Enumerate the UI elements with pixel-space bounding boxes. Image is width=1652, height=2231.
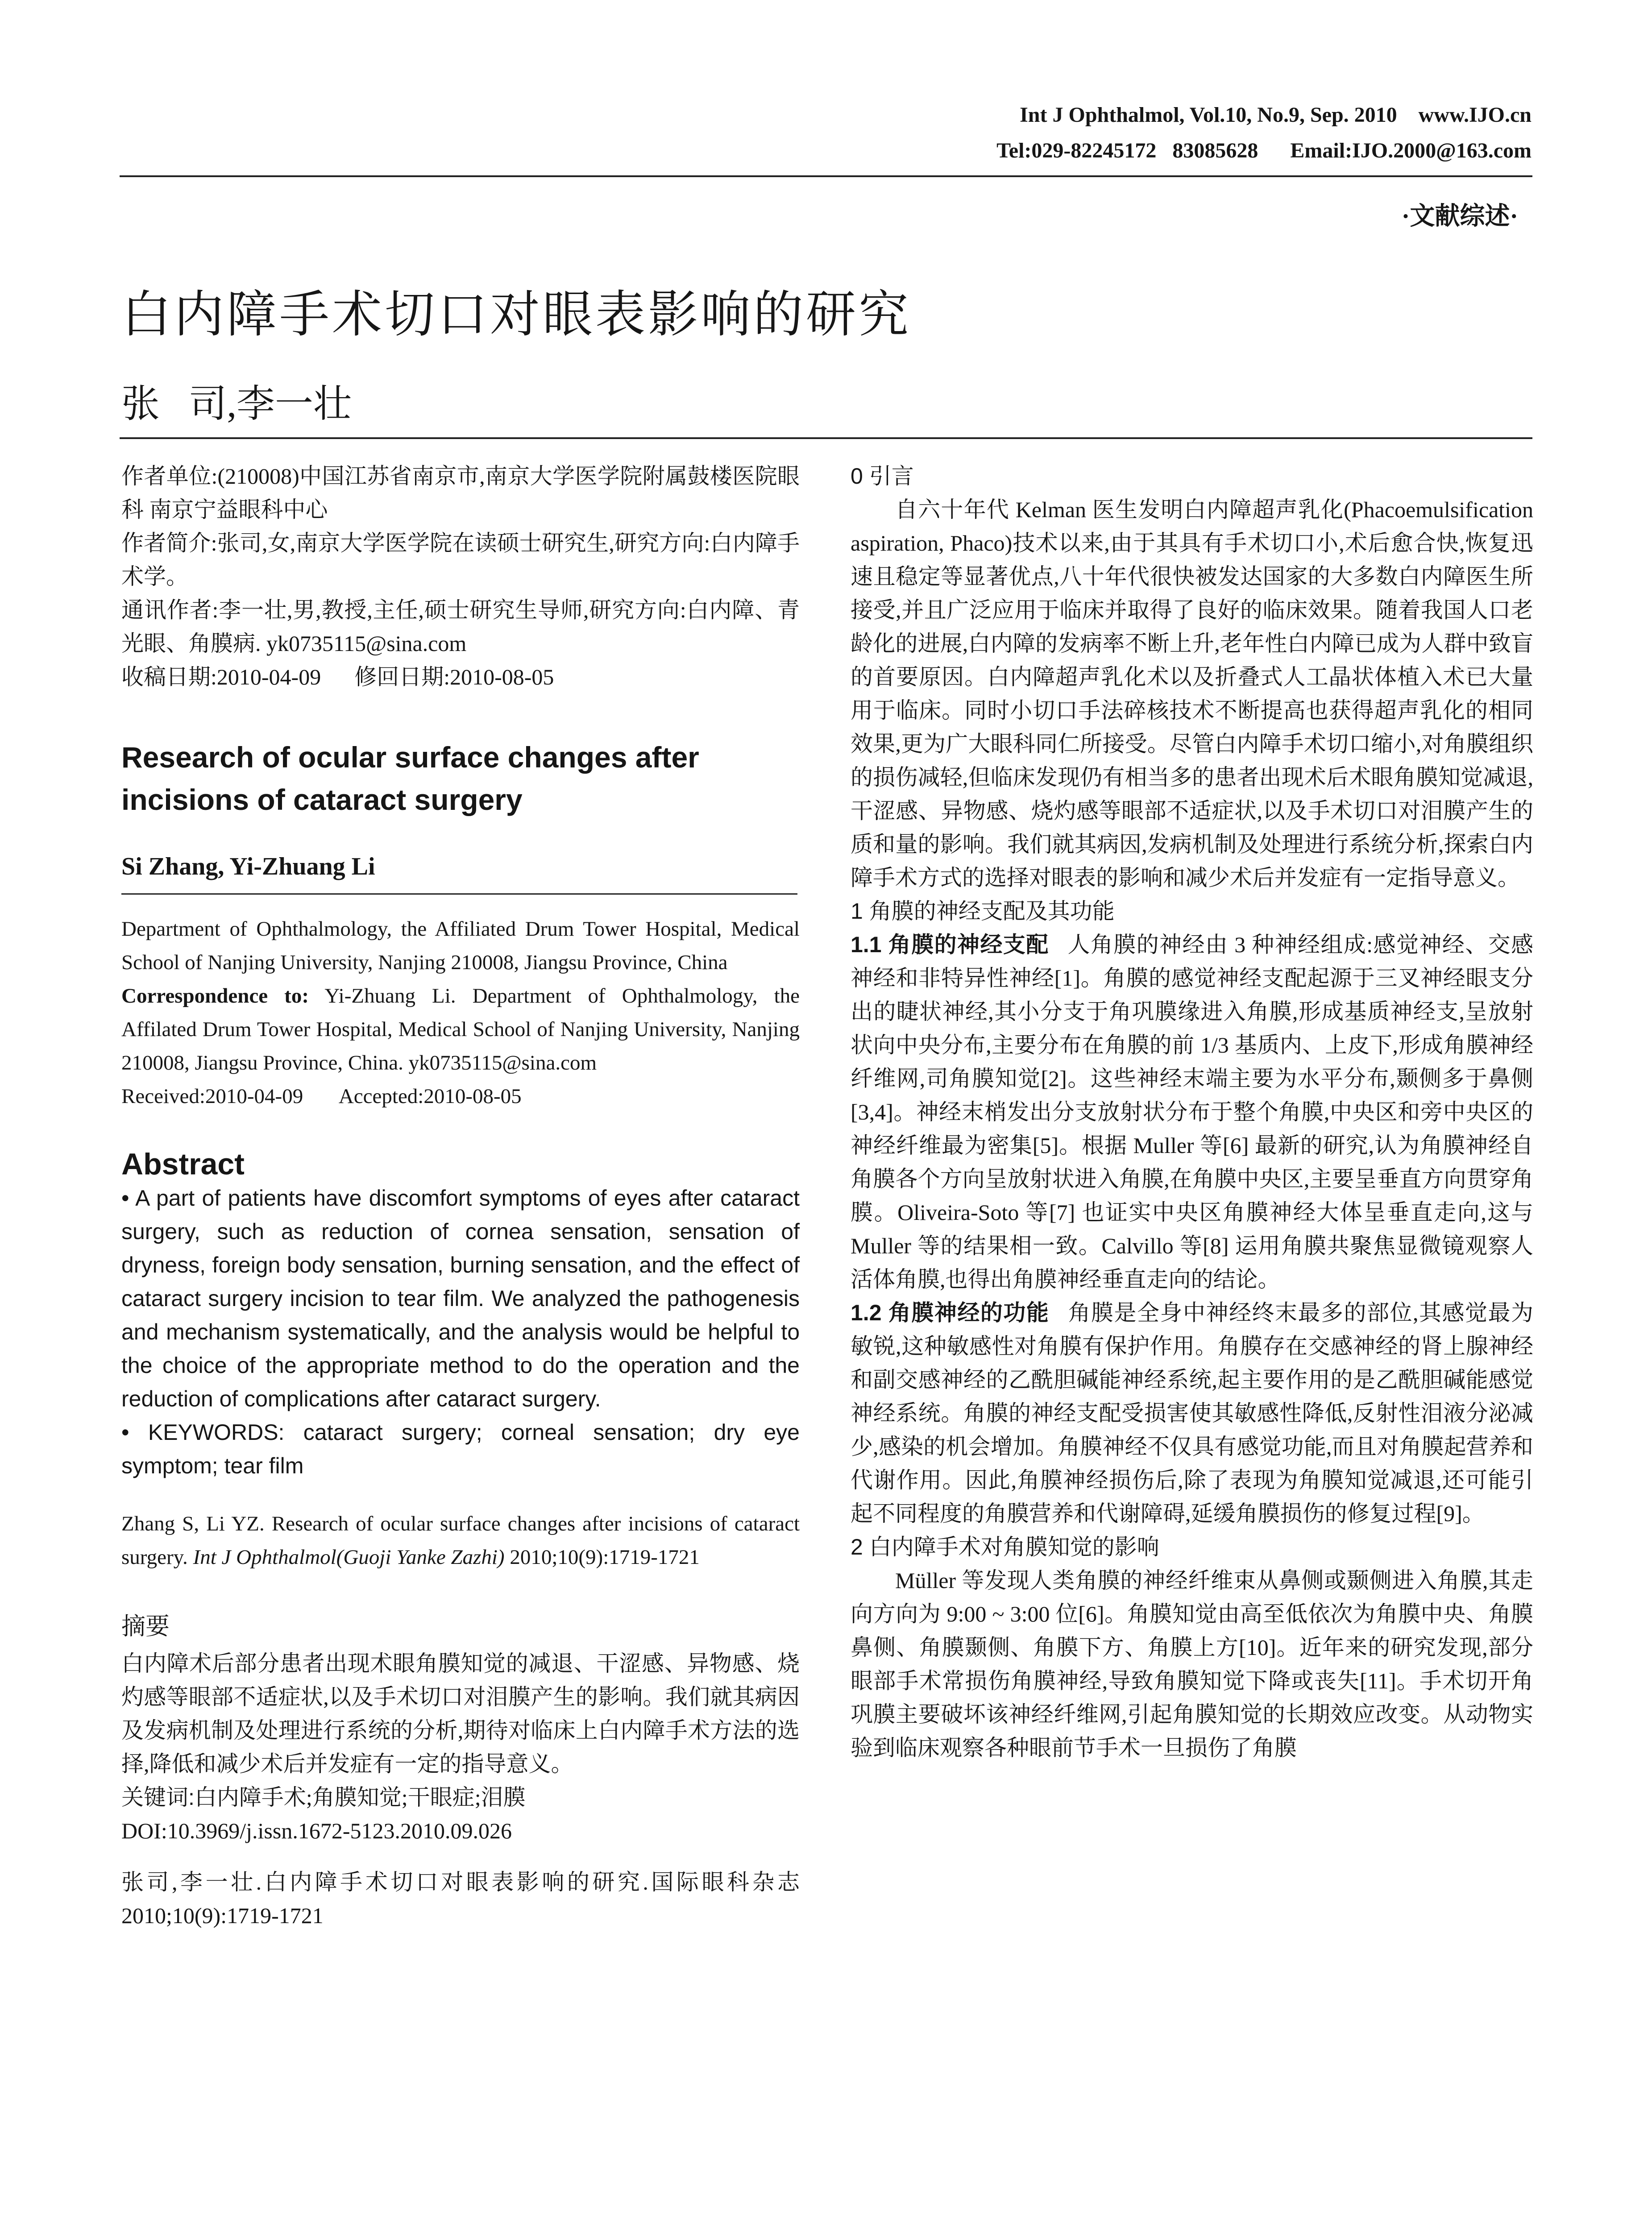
chinese-abstract-heading: 摘要 [121, 1613, 170, 1640]
abstract-body [121, 1182, 800, 1483]
chinese-keywords [121, 1781, 800, 1814]
chinese-abstract-text: 白内障术后部分患者出现术眼角膜知觉的减退、干涩感、异物感、烧灼感等眼部不适症状,以及手术切口对泪膜产生的影响。我们就其病因及发病机制及处理进行系统的分析,期待对临床上白内障手术方法的选择,降低和减少术后并发症有一定的指导意义。 [121, 1651, 800, 1776]
english-correspondence [121, 979, 800, 1080]
section-0-text: 自六十年代 Kelman 医生发明白内障超声乳化(Phacoemulsification aspiration, Phaco)技术以来,由于其具有手术切口小,术后愈合快,恢复迅速且稳定等显著优点,八十年代很快被发达国家的大多数白内障医生所接受,并且广泛应用于临床并取得了良好的临床效果。随着我国人口老龄化的进展,白内障的发病率不断上升,老年性白内障已成为人群中致盲的首要原因。白内障超声乳化术以及折叠式人工晶状体植入术已大量用于临床。同时小切口手法碎核技术不断提高也获得超声乳化的相同效果,更为广大眼科同仁所接受。尽管白内障手术切口缩小,对角膜组织的损伤减轻,但临床发现仍有相当多的患者出现术后术眼角膜知觉减退,干涩感、异物感、烧灼感等眼部不适症状,以及手术切口对泪膜产生的质和量的影响。我们就其病因,发病机制及处理进行系统分析,探索白内障手术方式的选择对眼表的影响和减少术后并发症有一定指导意义。 [851, 497, 1533, 890]
journal-info-line: Int J Ophthalmol, Vol.10, No.9, Sep. 2010 www.IJO.cn [1020, 103, 1532, 127]
paper-authors: 张 司,李一壮 [121, 382, 352, 425]
header-rule [120, 175, 1532, 177]
keywords-label: 关键词: [121, 1785, 195, 1810]
corresponding-author: 通讯作者:李一壮,男,教授,主任,硕士研究生导师,研究方向:白内障、青光眼、角膜病. yk0735115@sina.com [121, 597, 800, 656]
english-authors-rule [121, 893, 797, 895]
affiliation-unit: 作者单位:(210008)中国江苏省南京市,南京大学医学院附属鼓楼医院眼科 南京宁益眼科中心 [121, 464, 800, 522]
chinese-citation-text: 张司,李一壮.白内障手术切口对眼表影响的研究.国际眼科杂志 2010;10(9):1719-1721 [121, 1870, 800, 1928]
section-tag: ·文献综述· [1401, 203, 1518, 230]
correspondence-label: Correspondence to: [121, 984, 309, 1008]
keywords-text: 白内障手术;角膜知觉;干眼症;泪膜 [194, 1785, 526, 1810]
correspondence-text: Yi-Zhuang Li. Department of Ophthalmology, the Affilated Drum Tower Hospital, Medical School of Nanjing University, Nanjing 210008, Jiangsu Province, China. yk0735115@sina.com [121, 984, 800, 1074]
english-citation [121, 1507, 800, 1574]
author-affiliation-block [121, 460, 800, 694]
title-rule [120, 437, 1532, 439]
english-department: Department of Ophthalmology, the Affiliated Drum Tower Hospital, Medical School of Nanjing University, Nanjing 210008, Jiangsu Province, China [121, 917, 800, 974]
abstract-text: • A part of patients have discomfort symptoms of eyes after cataract surgery, such as reduction of cornea sensation, sensation of dryness, foreign body sensation, burning sensation, and the effect of cataract surgery incision to tear film. We analyzed the pathogenesis and mechanism systematically, and the analysis would be helpful to the choice of the appropriate method to do the operation and the reduction of complications after cataract surgery. [121, 1186, 800, 1411]
citation-volume: 2010;10(9):1719-1721 [504, 1546, 700, 1569]
section-2-text: Müller 等发现人类角膜的神经纤维束从鼻侧或颞侧进入角膜,其走向方向为 9:00 ~ 3:00 位[6]。角膜知觉由高至低依次为角膜中央、角膜鼻侧、角膜颞侧、角膜下方、角膜上方[10]。近年来的研究发现,部分眼部手术常损伤角膜神经,导致角膜知觉下降或丧失[11]。手术切开角巩膜主要破坏该神经纤维网,引起角膜知觉的长期效应改变。从动物实验到临床观察各种眼前节手术一旦损伤了角膜 [851, 1568, 1533, 1760]
citation-journal: Int J Ophthalmol(Guoji Yanke Zazhi) [193, 1546, 505, 1569]
doi: DOI:10.3969/j.issn.1672-5123.2010.09.026 [121, 1818, 512, 1843]
english-dates: Received:2010-04-09 Accepted:2010-08-05 [121, 1085, 522, 1108]
section-1-2 [851, 1296, 1533, 1530]
section-1-1-text: 人角膜的神经由 3 种神经组成:感觉神经、交感神经和非特异性神经[1]。角膜的感觉神经支配起源于三叉神经眼支分出的睫状神经,其小分支于角巩膜缘进入角膜,形成基质神经支,呈放射状向中央分布,主要分布在角膜的前 1/3 基质内、上皮下,形成角膜神经纤维网,司角膜知觉[2]。这些神经末端主要为水平分布,颞侧多于鼻侧[3,4]。神经末梢发出分支放射状分布于整个角膜,中央区和旁中央区的神经纤维最为密集[5]。根据 Muller 等[6] 最新的研究,认为角膜神经自角膜各个方向呈放射状进入角膜,在角膜中央区,主要呈垂直方向贯穿角膜。Oliveira-Soto 等[7] 也证实中央区角膜神经大体呈垂直走向,这与 Muller 等的结果相一致。Calvillo 等[8] 运用角膜共聚焦显微镜观察人活体角膜,也得出角膜神经垂直走向的结论。 [851, 932, 1533, 1292]
chinese-citation [121, 1866, 800, 1932]
abstract-heading: Abstract [121, 1147, 245, 1181]
english-affiliation-block [121, 912, 800, 1113]
english-authors: Si Zhang, Yi-Zhuang Li [121, 853, 375, 880]
author-bio: 作者简介:张司,女,南京大学医学院在读硕士研究生,研究方向:白内障手术学。 [121, 531, 800, 589]
chinese-abstract [121, 1610, 800, 1848]
paper-title: 白内障手术切口对眼表影响的研究 [121, 286, 911, 342]
left-column [121, 460, 800, 1932]
section-2-heading: 2 白内障手术对角膜知觉的影响 [851, 1534, 1159, 1559]
section-1-2-text: 角膜是全身中神经终末最多的部位,其感觉最为敏锐,这种敏感性对角膜有保护作用。角膜存在交感神经的肾上腺神经和副交感神经的乙酰胆碱能神经系统,起主要作用的是乙酰胆碱能感觉神经系统。角膜的神经支配受损害使其敏感性降低,反射性泪液分泌减少,感染的机会增加。角膜神经不仅具有感觉功能,而且对角膜起营养和代谢作用。因此,角膜神经损伤后,除了表现为角膜知觉减退,还可能引起不同程度的角膜营养和代谢障碍,延缓角膜损伤的修复过程[9]。 [851, 1300, 1534, 1526]
citation-text: Zhang S, Li YZ. Research of ocular surface changes after incisions of cataract surgery. [121, 1512, 800, 1569]
right-column [851, 460, 1533, 1765]
section-1-1 [851, 928, 1533, 1296]
section-1-2-heading: 1.2 角膜神经的功能 [851, 1300, 1050, 1325]
abstract-keywords: • KEYWORDS: cataract surgery; corneal sensation; dry eye symptom; tear film [121, 1420, 800, 1478]
section-1-1-heading: 1.1 角膜的神经支配 [851, 932, 1049, 957]
section-1-heading: 1 角膜的神经支配及其功能 [851, 899, 1115, 924]
english-title: Research of ocular surface changes after incisions of cataract surgery [121, 741, 699, 816]
section-0-heading: 0 引言 [851, 464, 914, 489]
journal-contact-line: Tel:029-82245172 83085628 Email:IJO.2000@163.com [996, 139, 1532, 162]
received-dates: 收稿日期:2010-04-09 修回日期:2010-08-05 [121, 664, 554, 689]
